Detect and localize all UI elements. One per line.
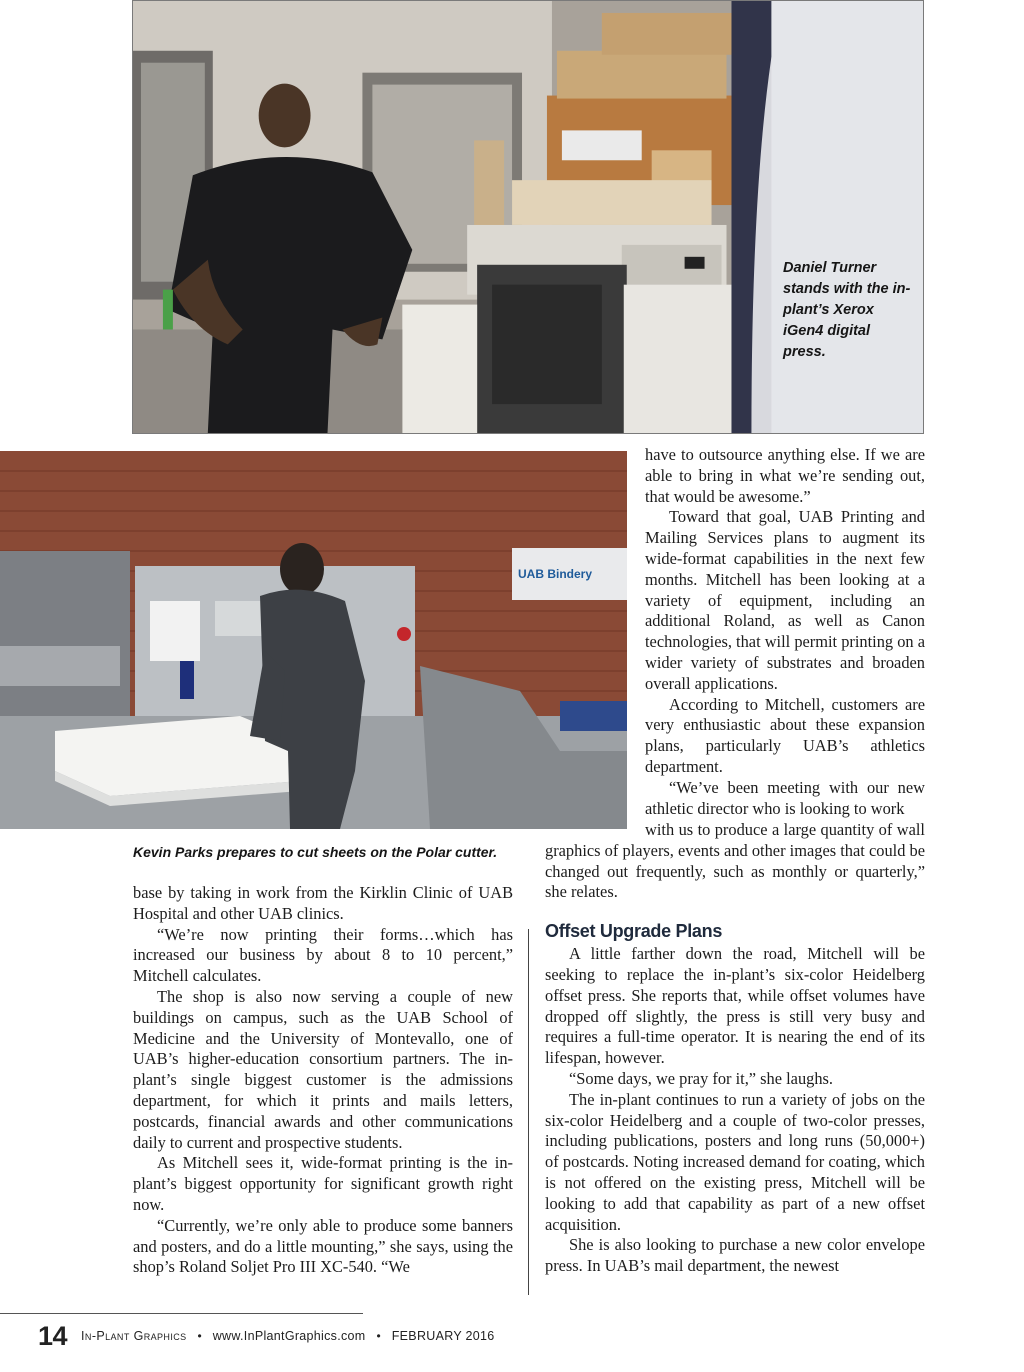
paragraph: She is also looking to purchase a new color envelope press. In UAB’s mail department, the newest <box>545 1235 925 1276</box>
paragraph: have to outsource anything else. If we are able to bring in what we’re sending out, that would be awesome.” <box>645 445 925 506</box>
column-divider <box>528 929 529 1295</box>
paragraph: According to Mitchell, customers are very enthusiastic about these expansion plans, particularly UAB’s athletics department. <box>645 694 925 776</box>
paragraph: base by taking in work from the Kirklin Clinic of UAB Hospital and other UAB clinics. <box>133 883 513 923</box>
photo-daniel-turner <box>132 0 924 434</box>
section-heading: Offset Upgrade Plans <box>545 921 723 942</box>
paragraph: The in-plant continues to run a variety of jobs on the six-color Heidelberg and a couple of two-color presses, including publications, posters and long runs (50,000+) of postcards. Noting increased demand for coating, which is not offered on the existing press, Mitchell will be looking to add that capability as part of a new offset acquisition. <box>545 1089 925 1234</box>
photo-kevin-parks <box>0 451 627 829</box>
caption-kevin-parks: Kevin Parks prepares to cut sheets on the Polar cutter. <box>133 844 498 860</box>
sign-text: UAB Bindery <box>518 567 593 581</box>
publication-name: In-Plant Graphics <box>81 1329 187 1343</box>
paragraph: “We’ve been meeting with our new athletic director who is looking to work <box>645 777 925 818</box>
page-number: 14 <box>38 1320 68 1351</box>
issue-date: FEBRUARY 2016 <box>391 1329 495 1343</box>
paragraph: “Currently, we’re only able to produce some banners and posters, and do a little mounting,” she says, using the shop’s Roland Soljet Pro III XC-540. “We <box>133 1215 513 1277</box>
article-column-right-bottom <box>545 820 925 1277</box>
paragraph: A little farther down the road, Mitchell will be seeking to replace the in-plant’s six-color Heidelberg offset press. She reports that, while offset volumes have dropped off slightly, the press is still very busy and requires a full-time operator. It is nearing the end of its lifespan, however. <box>545 944 925 1068</box>
photo-kevin-parks-image <box>0 451 627 829</box>
caption-daniel-turner: Daniel Turner stands with the in-plant’s Xerox iGen4 digital press. <box>783 260 911 360</box>
footer-bullet: • <box>197 1329 202 1343</box>
paragraph: As Mitchell sees it, wide-format printing is the in-plant’s biggest opportunity for significant growth right now. <box>133 1153 513 1214</box>
paragraph: with us to produce a large quantity of wall graphics of players, events and other images that could be changed out frequently, such as monthly or quarterly,” she relates. <box>545 820 925 902</box>
website-link[interactable]: www.InPlantGraphics.com <box>212 1329 366 1343</box>
footer-rule <box>0 1313 363 1314</box>
paragraph: The shop is also now serving a couple of new buildings on campus, such as the UAB School of Medicine and the University of Montevallo, one of UAB’s higher-education consortium partners. The in-plant’s single biggest customer is the admissions department, for which it prints and mails letters, postcards, financial awards and other communications daily to current and prospective students. <box>133 986 513 1152</box>
paragraph: “Some days, we pray for it,” she laughs. <box>569 1068 834 1088</box>
article-column-left <box>133 883 513 1278</box>
article-column-right-top <box>645 445 925 819</box>
paragraph: “We’re now printing their forms…which has increased our business by about 8 to 10 percent,” Mitchell calculates. <box>133 924 513 986</box>
photo-daniel-turner-image <box>133 1 923 433</box>
paragraph: Toward that goal, UAB Printing and Mailing Services plans to augment its wide-format capabilities in the next few months. Mitchell has been looking at a variety of equipment, including an additional Roland, as well as Canon technologies, that will permit printing on a wider variety of substrates and broaden overall applications. <box>645 507 925 693</box>
page-footer <box>38 1318 495 1354</box>
footer-bullet: • <box>376 1329 381 1343</box>
